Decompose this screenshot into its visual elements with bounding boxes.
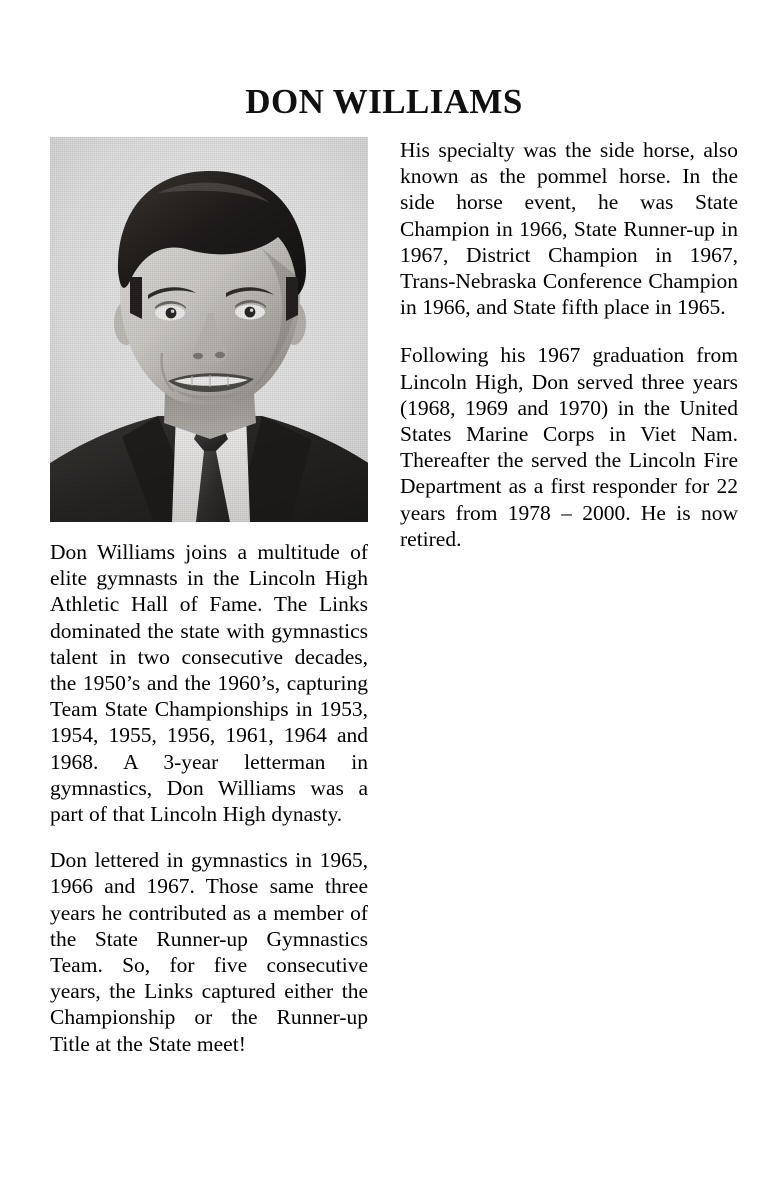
left-column-paragraph: Don Williams joins a multitude of elite gymnasts in the Lincoln High Athletic Hall of Fame. The Links dominated the state with gymnastics talent in two consecutive decades, the 1950’s and the 1960’s, capturing Team State Championships in 1953, 1954, 1955, 1956, 1961, 1964 and 1968. A 3-year letterman in gymnastics, Don Williams was a part of that Lincoln High dynasty.	[50, 540, 368, 827]
right-column	[400, 137, 738, 574]
portrait-photo-image	[50, 137, 368, 522]
left-column-paragraph: Don lettered in gymnastics in 1965, 1966 and 1967. Those same three years he contributed as a member of the State Runner-up Gymnastics Team. So, for five consecutive years, the Links captured either the Championship or the Runner-up Title at the State meet!	[50, 848, 368, 1056]
right-column-paragraph: Following his 1967 graduation from Lincoln High, Don served three years (1968, 1969 and 1970) in the United States Marine Corps in Viet Nam. Thereafter the served the Lincoln Fire Department as a first responder for 22 years from 1978 – 2000. He is now retired.	[400, 343, 738, 551]
right-column-paragraph: His specialty was the side horse, also known as the pommel horse. In the side horse event, he was State Champion in 1966, State Runner-up in 1967, District Champion in 1967, Trans-Nebraska Conference Champion in 1966, and State fifth place in 1965.	[400, 138, 738, 320]
left-column	[50, 137, 368, 1057]
portrait-photo	[50, 137, 368, 522]
page-title: DON WILLIAMS	[245, 82, 523, 122]
